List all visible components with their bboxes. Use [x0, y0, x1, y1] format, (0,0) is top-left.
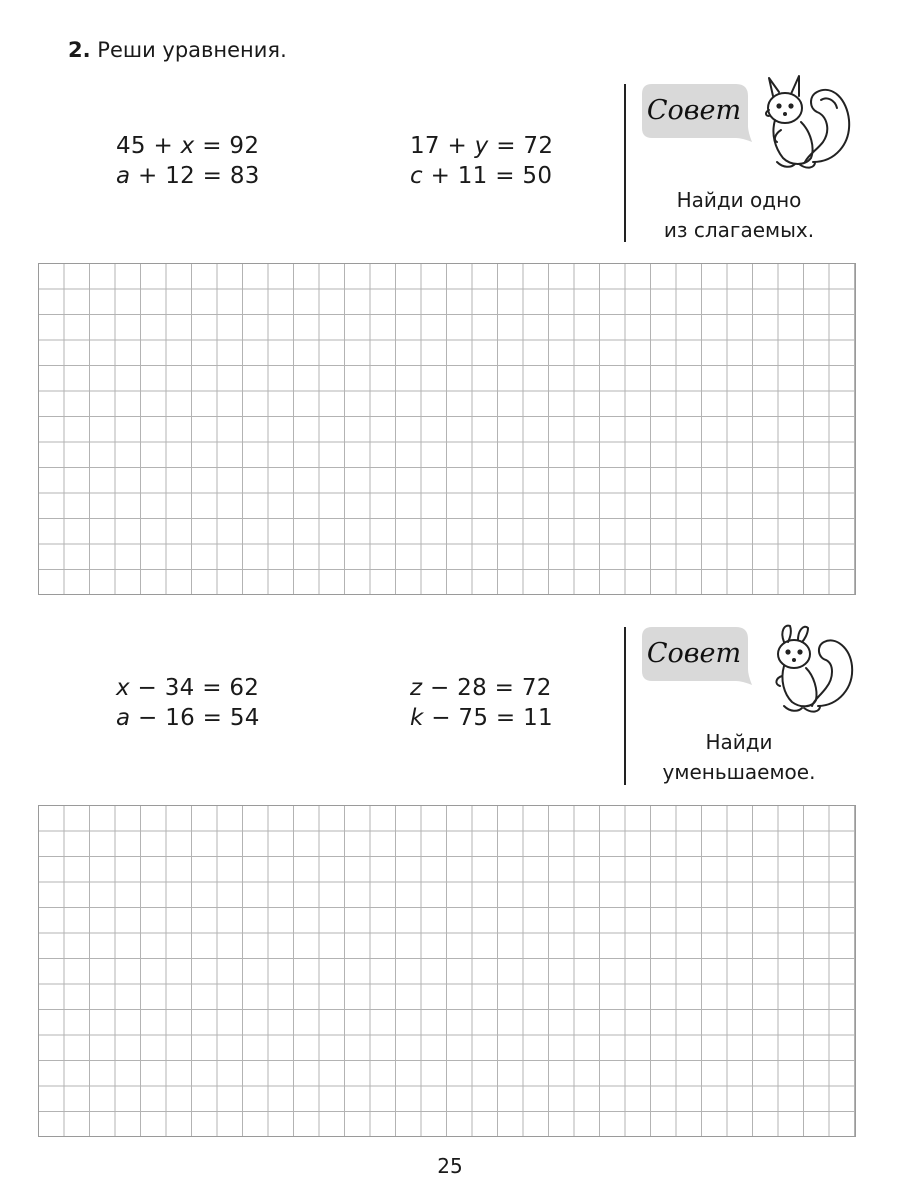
equation-5: x − 34 = 62: [116, 675, 260, 701]
tip-text-line-2: из слагаемых.: [663, 218, 815, 242]
squirrel-icon: [762, 618, 858, 718]
page-number: 25: [437, 1154, 463, 1178]
tip-label: Совет: [646, 94, 742, 126]
tip-text-line-2: уменьшаемое.: [662, 760, 816, 784]
equation-7: z − 28 = 72: [410, 675, 552, 701]
equation-3: 17 + y = 72: [410, 133, 554, 159]
tip-text: [624, 727, 854, 787]
task-number: 2.: [68, 38, 91, 62]
tip-text-line-1: Найди одно: [676, 188, 802, 212]
equation-1: 45 + x = 92: [116, 133, 260, 159]
equation-6: a − 16 = 54: [116, 705, 260, 731]
equation-8: k − 75 = 11: [410, 705, 553, 731]
squirrel-icon: [755, 70, 855, 180]
task-heading: [68, 38, 287, 62]
answer-grid-2[interactable]: [38, 805, 856, 1137]
answer-grid-1[interactable]: [38, 263, 856, 595]
tip-bubble: [640, 82, 752, 138]
equation-4: c + 11 = 50: [410, 163, 553, 189]
equation-2: a + 12 = 83: [116, 163, 260, 189]
tip-text-line-1: Найди: [705, 730, 773, 754]
task-text: Реши уравнения.: [97, 38, 287, 62]
tip-text: [624, 185, 854, 245]
tip-bubble: [640, 625, 752, 681]
tip-label: Совет: [646, 637, 742, 669]
